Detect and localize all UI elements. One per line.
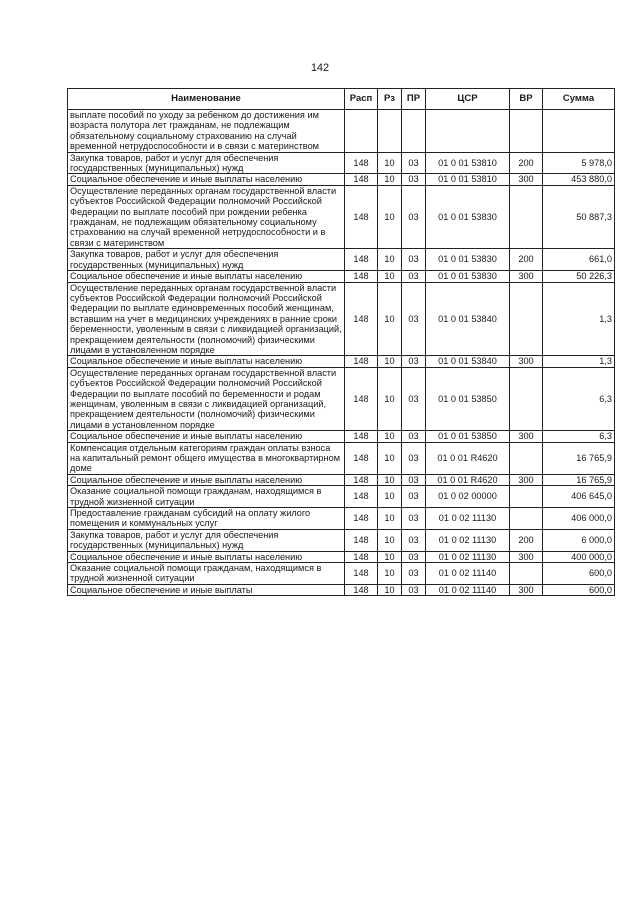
cell-rasp: 148: [345, 442, 378, 474]
cell-rz: 10: [378, 474, 402, 485]
header-sum: Сумма: [543, 89, 615, 110]
table-row: [68, 249, 615, 271]
cell-name: Предоставление гражданам субсидий на оплату жилого помещения и коммунальных услуг: [68, 508, 345, 530]
cell-rz: 10: [378, 551, 402, 562]
cell-csr: 01 0 02 11130: [426, 529, 510, 551]
page-number: 142: [310, 62, 330, 74]
cell-sum: 406 000,0: [543, 508, 615, 530]
cell-sum: 50 226,3: [543, 271, 615, 282]
header-rz: Рз: [378, 89, 402, 110]
cell-pr: 03: [402, 563, 426, 585]
cell-csr: 01 0 02 11130: [426, 551, 510, 562]
table-row: [68, 474, 615, 485]
cell-pr: 03: [402, 271, 426, 282]
cell-vr: 200: [510, 529, 543, 551]
cell-rz: 10: [378, 508, 402, 530]
cell-pr: [402, 110, 426, 153]
cell-name: Социальное обеспечение и иные выплаты населению: [68, 356, 345, 367]
cell-rasp: [345, 110, 378, 153]
cell-vr: 300: [510, 584, 543, 595]
cell-sum: 1,3: [543, 282, 615, 356]
cell-rasp: 148: [345, 508, 378, 530]
cell-sum: 16 765,9: [543, 474, 615, 485]
header-csr: ЦСР: [426, 89, 510, 110]
table-row: [68, 174, 615, 185]
cell-csr: 01 0 02 00000: [426, 486, 510, 508]
table-row: [68, 356, 615, 367]
cell-rasp: 148: [345, 584, 378, 595]
cell-csr: 01 0 01 53830: [426, 271, 510, 282]
table-row: [68, 551, 615, 562]
table-row: [68, 431, 615, 442]
cell-name: Оказание социальной помощи гражданам, находящимся в трудной жизненной ситуации: [68, 563, 345, 585]
table-row: [68, 442, 615, 474]
cell-rasp: 148: [345, 486, 378, 508]
cell-pr: 03: [402, 529, 426, 551]
cell-sum: 16 765,9: [543, 442, 615, 474]
cell-rz: 10: [378, 356, 402, 367]
cell-sum: 6 000,0: [543, 529, 615, 551]
cell-rasp: 148: [345, 563, 378, 585]
table-row: [68, 486, 615, 508]
cell-rasp: 148: [345, 431, 378, 442]
table-row: [68, 508, 615, 530]
cell-pr: 03: [402, 551, 426, 562]
cell-csr: [426, 110, 510, 153]
cell-name: Социальное обеспечение и иные выплаты населению: [68, 174, 345, 185]
cell-sum: 600,0: [543, 563, 615, 585]
cell-vr: 300: [510, 271, 543, 282]
cell-vr: [510, 442, 543, 474]
cell-pr: 03: [402, 508, 426, 530]
cell-rasp: 148: [345, 529, 378, 551]
table-row: [68, 185, 615, 248]
header-pr: ПР: [402, 89, 426, 110]
cell-csr: 01 0 01 53830: [426, 185, 510, 248]
cell-vr: 300: [510, 551, 543, 562]
cell-csr: 01 0 02 11130: [426, 508, 510, 530]
cell-csr: 01 0 02 11140: [426, 584, 510, 595]
cell-pr: 03: [402, 431, 426, 442]
cell-csr: 01 0 01 53810: [426, 174, 510, 185]
cell-name: Социальное обеспечение и иные выплаты населению: [68, 474, 345, 485]
cell-rz: 10: [378, 282, 402, 356]
cell-rz: 10: [378, 442, 402, 474]
cell-vr: 300: [510, 174, 543, 185]
cell-rasp: 148: [345, 367, 378, 430]
cell-name: выплате пособий по уходу за ребенком до достижения им возраста полутора лет гражданам, не подлежащим обязательному социальному страхованию на случай временной нетрудоспособности и в связи с материнством: [68, 110, 345, 153]
cell-sum: 6,3: [543, 431, 615, 442]
cell-rz: 10: [378, 271, 402, 282]
cell-pr: 03: [402, 185, 426, 248]
table-row: [68, 584, 615, 595]
cell-vr: [510, 185, 543, 248]
cell-rasp: 148: [345, 356, 378, 367]
cell-name: Оказание социальной помощи гражданам, находящимся в трудной жизненной ситуации: [68, 486, 345, 508]
cell-vr: 200: [510, 249, 543, 271]
cell-rz: 10: [378, 563, 402, 585]
cell-name: Закупка товаров, работ и услуг для обеспечения государственных (муниципальных) нужд: [68, 249, 345, 271]
cell-name: Компенсация отдельным категориям граждан оплаты взноса на капитальный ремонт общего имущества в многоквартирном доме: [68, 442, 345, 474]
cell-csr: 01 0 01 53840: [426, 282, 510, 356]
cell-rz: 10: [378, 367, 402, 430]
cell-name: Социальное обеспечение и иные выплаты населению: [68, 271, 345, 282]
cell-name: Осуществление переданных органам государственной власти субъектов Российской Федерации полномочий Российской Федерации по выплате единовременных пособий женщинам, вставшим на учет в медицинских учреждениях в ранние сроки беременности, уволенным в связи с ликвидацией организаций, прекращением деятельности (полномочий) физическими лицами в установленном порядке: [68, 282, 345, 356]
cell-pr: 03: [402, 249, 426, 271]
cell-sum: 453 880,0: [543, 174, 615, 185]
cell-rasp: 148: [345, 249, 378, 271]
budget-table: [67, 88, 615, 596]
cell-sum: 50 887,3: [543, 185, 615, 248]
cell-sum: 5 978,0: [543, 152, 615, 174]
cell-vr: [510, 563, 543, 585]
table-row: [68, 529, 615, 551]
cell-rz: 10: [378, 249, 402, 271]
header-vr: ВР: [510, 89, 543, 110]
table-row: [68, 110, 615, 153]
cell-pr: 03: [402, 442, 426, 474]
cell-csr: 01 0 01 R4620: [426, 474, 510, 485]
table-row: [68, 563, 615, 585]
cell-csr: 01 0 02 11140: [426, 563, 510, 585]
cell-rasp: 148: [345, 152, 378, 174]
cell-csr: 01 0 01 53810: [426, 152, 510, 174]
cell-name: Закупка товаров, работ и услуг для обеспечения государственных (муниципальных) нужд: [68, 152, 345, 174]
cell-sum: 6,3: [543, 367, 615, 430]
cell-name: Социальное обеспечение и иные выплаты населению: [68, 551, 345, 562]
cell-vr: 200: [510, 152, 543, 174]
cell-pr: 03: [402, 152, 426, 174]
cell-rasp: 148: [345, 174, 378, 185]
cell-sum: [543, 110, 615, 153]
table-row: [68, 152, 615, 174]
cell-csr: 01 0 01 53840: [426, 356, 510, 367]
cell-vr: 300: [510, 431, 543, 442]
cell-sum: 1,3: [543, 356, 615, 367]
header-name: Наименование: [68, 89, 345, 110]
table-header-row: [68, 89, 615, 110]
cell-name: Осуществление переданных органам государственной власти субъектов Российской Федерации полномочий Российской Федерации по выплате пособий при рождении ребенка гражданам, не подлежащим обязательному социальному страхованию на случай временной нетрудоспособности и в связи с материнством: [68, 185, 345, 248]
cell-csr: 01 0 01 53830: [426, 249, 510, 271]
cell-rz: 10: [378, 486, 402, 508]
cell-sum: 600,0: [543, 584, 615, 595]
cell-vr: 300: [510, 474, 543, 485]
cell-rasp: 148: [345, 185, 378, 248]
cell-rasp: 148: [345, 551, 378, 562]
cell-name: Социальное обеспечение и иные выплаты: [68, 584, 345, 595]
cell-csr: 01 0 01 53850: [426, 367, 510, 430]
header-rasp: Расп: [345, 89, 378, 110]
cell-pr: 03: [402, 474, 426, 485]
cell-name: Закупка товаров, работ и услуг для обеспечения государственных (муниципальных) нужд: [68, 529, 345, 551]
cell-name: Осуществление переданных органам государственной власти субъектов Российской Федерации полномочий Российской Федерации по выплате пособий по беременности и родам женщинам, уволенным в связи с ликвидацией организаций, прекращением деятельности (полномочий) физическими лицами в установленном порядке: [68, 367, 345, 430]
cell-vr: [510, 486, 543, 508]
cell-rasp: 148: [345, 282, 378, 356]
cell-pr: 03: [402, 356, 426, 367]
cell-pr: 03: [402, 367, 426, 430]
cell-csr: 01 0 01 R4620: [426, 442, 510, 474]
cell-rz: 10: [378, 185, 402, 248]
cell-vr: [510, 367, 543, 430]
table-row: [68, 367, 615, 430]
cell-rz: 10: [378, 174, 402, 185]
cell-pr: 03: [402, 174, 426, 185]
cell-rz: 10: [378, 529, 402, 551]
cell-sum: 661,0: [543, 249, 615, 271]
cell-csr: 01 0 01 53850: [426, 431, 510, 442]
cell-rz: 10: [378, 584, 402, 595]
cell-vr: 300: [510, 356, 543, 367]
table-row: [68, 271, 615, 282]
cell-sum: 406 645,0: [543, 486, 615, 508]
cell-rz: [378, 110, 402, 153]
cell-pr: 03: [402, 584, 426, 595]
cell-rasp: 148: [345, 271, 378, 282]
cell-rz: 10: [378, 431, 402, 442]
cell-rz: 10: [378, 152, 402, 174]
cell-pr: 03: [402, 486, 426, 508]
cell-sum: 400 000,0: [543, 551, 615, 562]
cell-vr: [510, 282, 543, 356]
cell-rasp: 148: [345, 474, 378, 485]
cell-name: Социальное обеспечение и иные выплаты населению: [68, 431, 345, 442]
cell-vr: [510, 110, 543, 153]
cell-vr: [510, 508, 543, 530]
table-row: [68, 282, 615, 356]
cell-pr: 03: [402, 282, 426, 356]
